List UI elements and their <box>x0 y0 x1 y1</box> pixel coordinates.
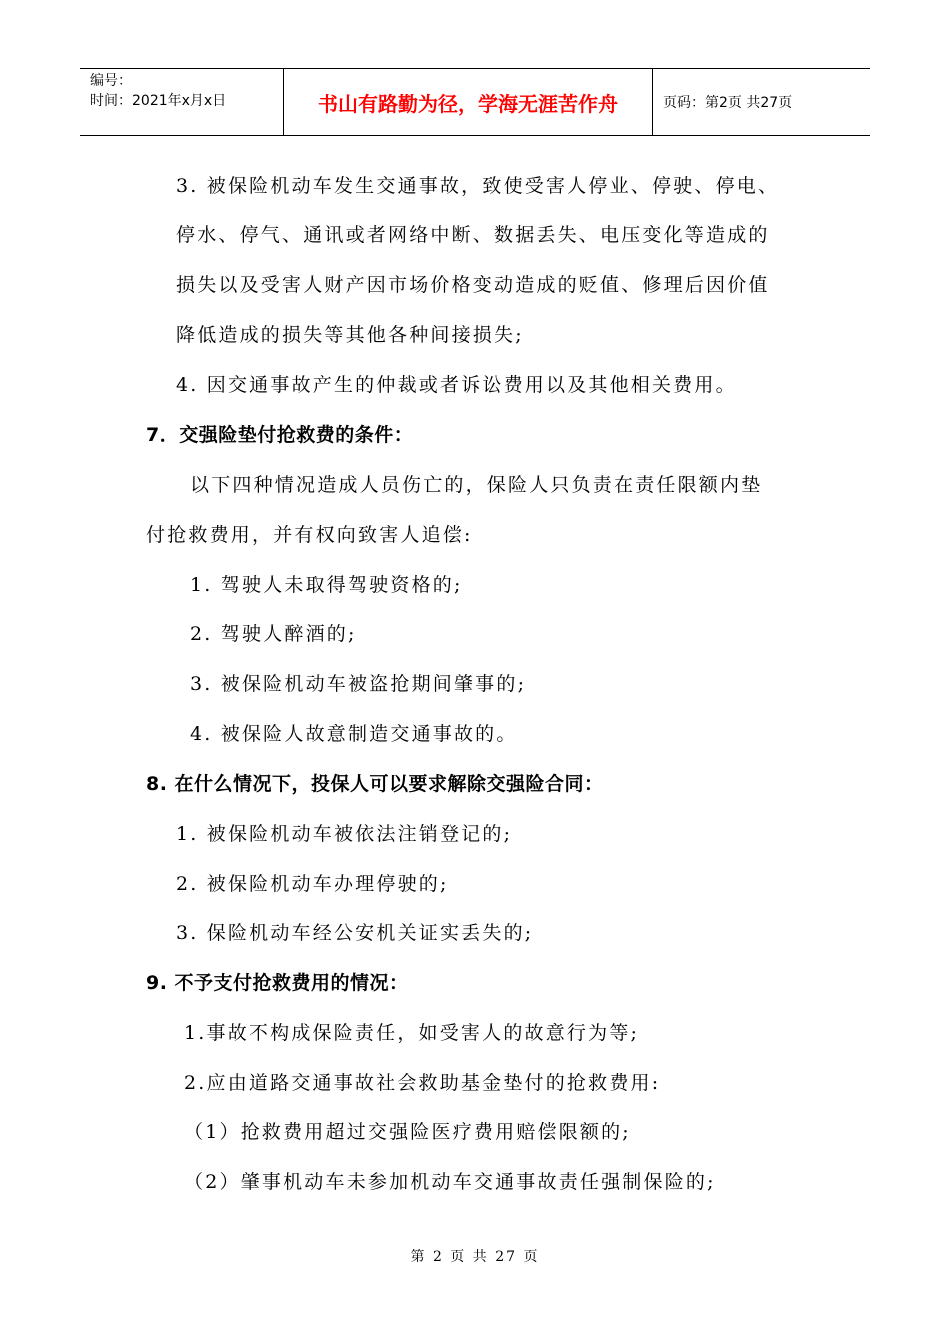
time-label: 时间：2021年x月x日 <box>90 93 227 109</box>
list-item: 2. 驾驶人醉酒的; <box>190 623 357 645</box>
list-item: 2.应由道路交通事故社会救助基金垫付的抢救费用: <box>184 1072 661 1094</box>
body-line: 付抢救费用，并有权向致害人追偿: <box>146 524 473 546</box>
page-header <box>80 68 870 136</box>
list-item: （1）抢救费用超过交强险医疗费用赔偿限额的; <box>184 1121 631 1143</box>
body-line: 损失以及受害人财产因市场价格变动造成的贬值、修理后因价值 <box>176 274 770 296</box>
list-item: 1.事故不构成保险责任，如受害人的故意行为等; <box>184 1022 640 1044</box>
list-item: 3. 被保险机动车被盗抢期间肇事的; <box>190 673 527 695</box>
body-line: 以下四种情况造成人员伤亡的，保险人只负责在责任限额内垫 <box>190 474 763 496</box>
list-item: 1. 驾驶人未取得驾驶资格的; <box>190 574 463 596</box>
section-heading: 9. 不予支付抢救费用的情况： <box>146 972 409 994</box>
list-item: 3. 保险机动车经公安机关证实丢失的; <box>176 922 534 944</box>
header-info <box>80 69 283 135</box>
page-footer: 第 2 页 共 27 页 <box>410 1249 540 1265</box>
body-line: 停水、停气、通讯或者网络中断、数据丢失、电压变化等造成的 <box>176 224 770 246</box>
serial-label: 编号： <box>90 73 132 89</box>
list-item: 4. 被保险人故意制造交通事故的。 <box>190 723 518 745</box>
list-item: （2）肇事机动车未参加机动车交通事故责任强制保险的; <box>184 1171 716 1193</box>
section-heading: 7．交强险垫付抢救费的条件： <box>146 424 414 446</box>
body-line: 降低造成的损失等其他各种间接损失; <box>176 324 524 346</box>
list-item: 1. 被保险机动车被依法注销登记的; <box>176 823 513 845</box>
list-item: 2. 被保险机动车办理停驶的; <box>176 873 449 895</box>
header-page-code: 页码：第2页 共27页 <box>663 95 793 111</box>
header-motto: 书山有路勤为径，学海无涯苦作舟 <box>283 69 653 135</box>
body-line: 3. 被保险机动车发生交通事故，致使受害人停业、停驶、停电、 <box>176 175 780 197</box>
section-heading: 8. 在什么情况下，投保人可以要求解除交强险合同： <box>146 773 604 795</box>
body-line: 4. 因交通事故产生的仲裁或者诉讼费用以及其他相关费用。 <box>176 374 737 396</box>
